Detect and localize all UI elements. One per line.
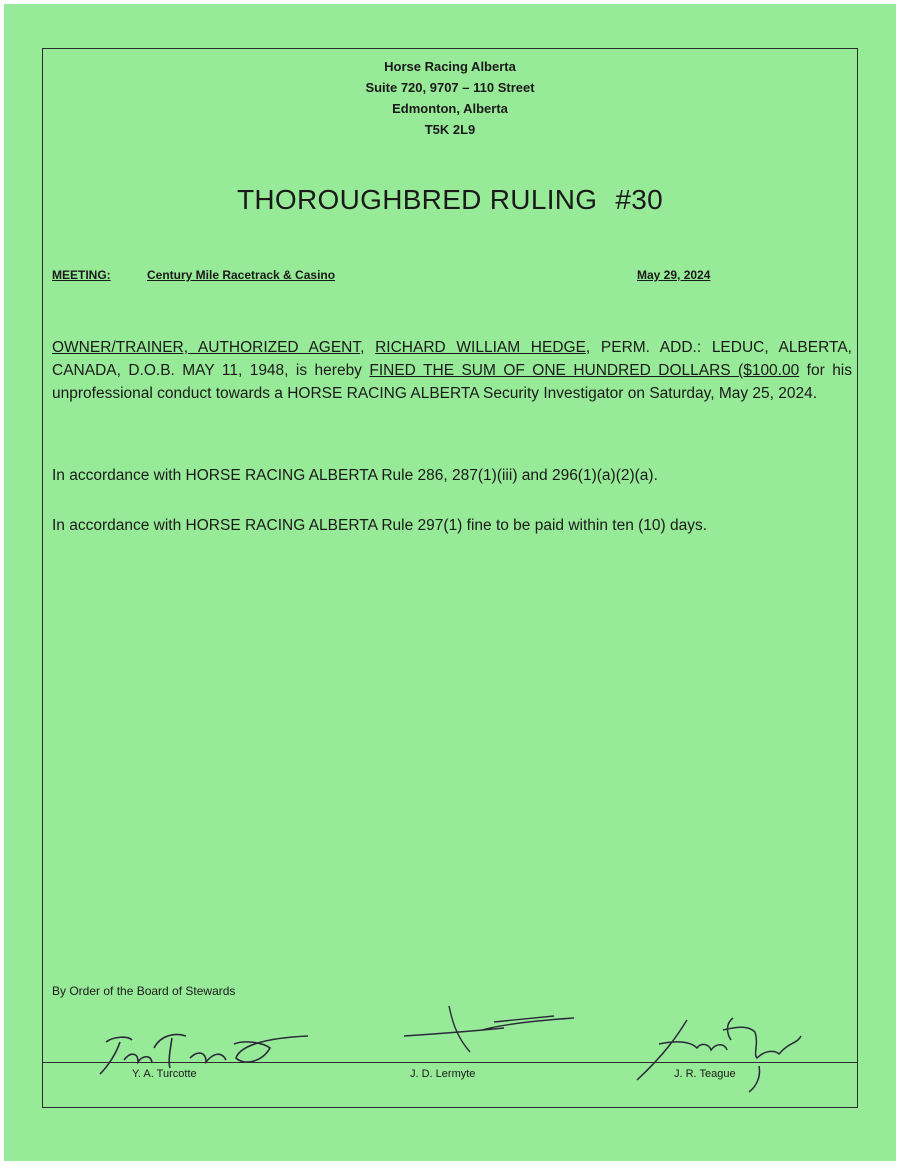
ruling-separator: , <box>360 339 376 356</box>
ruling-number: #30 <box>615 184 663 215</box>
teague-signature <box>629 1014 819 1094</box>
org-name: Horse Racing Alberta <box>384 59 516 74</box>
ruling-fine: FINED THE SUM OF ONE HUNDRED DOLLARS ($100.00 <box>369 362 800 379</box>
steward-name-teague: J. R. Teague <box>674 1068 736 1080</box>
board-order-text: By Order of the Board of Stewards <box>52 984 236 998</box>
page-title <box>4 184 896 216</box>
ruling-title: THOROUGHBRED RULING <box>236 184 598 215</box>
postal-code: T5K 2L9 <box>424 122 476 137</box>
ruling-paragraph <box>52 336 852 405</box>
accordance-rule-paragraph: In accordance with HORSE RACING ALBERTA Rule 286, 287(1)(iii) and 296(1)(a)(2)(a). <box>52 467 658 484</box>
steward-name-turcotte: Y. A. Turcotte <box>132 1068 197 1080</box>
address-line-2: Edmonton, Alberta <box>392 101 508 116</box>
signature-line <box>42 1062 858 1063</box>
letterhead <box>4 56 896 140</box>
ruling-person-name: RICHARD WILLIAM HEDGE <box>375 339 586 356</box>
steward-name-lermyte: J. D. Lermyte <box>410 1068 476 1080</box>
payment-rule-paragraph: In accordance with HORSE RACING ALBERTA Rule 297(1) fine to be paid within ten (10) days. <box>52 517 708 534</box>
ruling-role: OWNER/TRAINER, AUTHORIZED AGENT <box>52 339 361 356</box>
meeting-venue: Century Mile Racetrack & Casino <box>147 268 336 282</box>
address-line-1: Suite 720, 9707 – 110 Street <box>365 80 535 95</box>
turcotte-signature <box>94 1022 314 1082</box>
ruling-details: , PERM. ADD.: LEDUC, ALBERTA, CANADA, D.O.B. MAY 11, 1948, is hereby <box>52 339 852 379</box>
meeting-label: MEETING: <box>52 268 111 282</box>
ruling-document <box>4 4 896 1161</box>
ruling-rest: for his unprofessional conduct towards a HORSE RACING ALBERTA Security Investigator on Saturday, May 25, 2024. <box>52 362 853 402</box>
meeting-date: May 29, 2024 <box>637 268 711 282</box>
lermyte-signature <box>394 1004 584 1064</box>
